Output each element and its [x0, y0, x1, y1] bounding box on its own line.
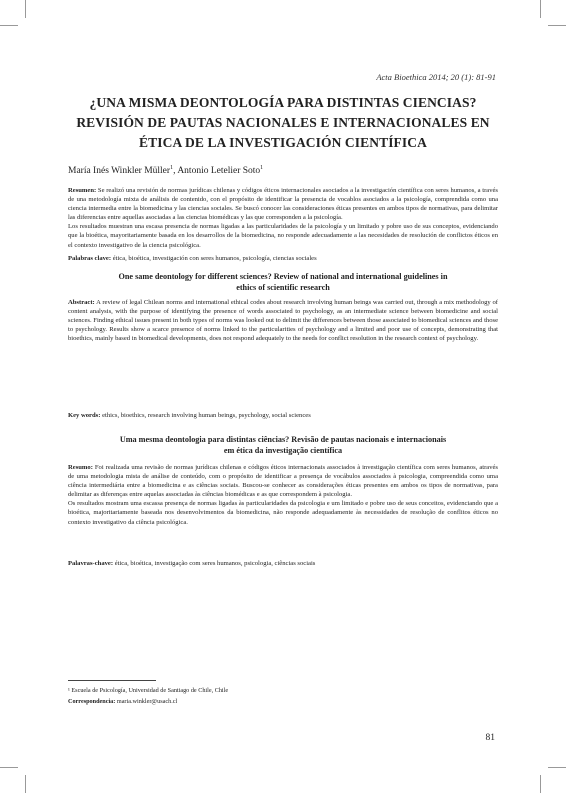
title-line: ¿UNA MISMA DEONTOLOGÍA PARA DISTINTAS CIENCIAS? [89, 95, 477, 110]
abstract-paragraph [68, 186, 498, 222]
crop-mark-bottom-left-v [25, 775, 26, 793]
crop-mark-bottom-right-v [540, 775, 541, 793]
title-line: ÉTICA DE LA INVESTIGACIÓN CIENTÍFICA [139, 135, 427, 150]
keywords-label: Palavras-chave: [68, 560, 114, 567]
heading-line: em ética da investigação científica [223, 445, 343, 455]
abstract-text: A review of legal Chilean norms and international ethical codes about research involving human beings was carried out, through a mix methodology of content analysis, with the purpose of identifying the presence of words associated to psychology, as an intermediate science between biomedicine and social sciences. Finding ethical issues present in both types of norms was looked out to delimit the differences between those associated to biomedical sciences and those to psychology. Results show a scarce presence of norms linked to the particularities of psychology and a limited and poor use of concepts, demonstrating that bioethics, mainly based in biomedical developments, does not respond adequately to the needs for conflict resolution in the research context of psychology. [68, 299, 498, 343]
author-list [68, 165, 263, 176]
abstract-paragraph [68, 463, 498, 499]
author-separator: , [173, 166, 178, 177]
page-number: 81 [485, 733, 495, 743]
crop-mark-top-left-v [25, 0, 26, 18]
title-line: REVISIÓN DE PAUTAS NACIONALES E INTERNACIONALES EN [76, 115, 490, 130]
abstract-paragraph: Os resultados mostram uma escassa presença de normas ligadas às particularidades da psicologia e um limitado e pobre uso de seus conceitos, evidenciando que a bioética, majoritariamente baseada nos desenvolvimentos da biomedicina, não responde adequadamente às necessidades de resolução de conflitos éticos no contexto investigativo da ciência psicológica. [68, 500, 498, 526]
footnote-divider [68, 680, 156, 681]
author-affiliation-mark: 1 [170, 165, 174, 171]
crop-mark-top-left-h [0, 25, 18, 26]
correspondence-email[interactable]: maria.winkler@usach.cl [115, 698, 178, 705]
keywords-text: ética, bioética, investigación con seres humanos, psicología, ciencias sociales [111, 255, 317, 262]
keywords-english [68, 411, 498, 420]
author-affiliation-mark: 1 [260, 165, 264, 171]
journal-reference: Acta Bioethica 2014; 20 (1): 81-91 [376, 72, 496, 82]
abstract-label: Resumen: [68, 187, 97, 194]
crop-mark-bottom-right-h [548, 767, 566, 768]
abstract-text: Se realizó una revisión de normas jurídicas chilenas y códigos éticos internacionales asociados a la investigación científica con seres humanos, a través de una metodología mixta de análisis de contenido, con el propósito de identificar la presencia de vocablos asociados a la psicología, comprendida como una ciencia intermedia entre la biomedicina y las ciencias sociales. Se buscó conocer las consideraciones éticas presentes en ambos tipos de normativas, para delimitar las diferencias entre aquellas asociadas a las ciencias biomédicas y las que corresponden a la psicología. [68, 187, 498, 222]
keywords-label: Palabras clave: [68, 255, 112, 262]
crop-mark-top-right-v [540, 0, 541, 18]
abstract-label: Resumo: [68, 464, 93, 471]
author-name: Antonio Letelier Soto [177, 166, 261, 177]
abstract-label: Abstract: [68, 299, 95, 306]
heading-line: ethics of scientific research [236, 282, 330, 292]
correspondence-label: Correspondencia: [68, 698, 116, 705]
footnote-correspondence [68, 697, 177, 706]
abstract-paragraph: Los resultados muestran una escasa presencia de normas ligadas a las particularidades de la psicología y un limitado y pobre uso de sus conceptos, evidenciando que la bioética, mayoritariamente basada en los desarrollos de la biomedicina, no responde adecuadamente a las necesidades de resolución de conflictos éticos en el contexto investigativo de la ciencia psicológica. [68, 223, 498, 249]
heading-line: One same deontology for different sciences? Review of national and international guidelines in [118, 272, 448, 281]
keywords-text: ética, bioética, investigação com seres humanos, psicologia, ciências sociais [113, 560, 316, 567]
keywords-spanish [68, 254, 498, 263]
author-name: María Inés Winkler Müller [68, 166, 171, 177]
english-title [68, 272, 498, 293]
keywords-text: ethics, bioethics, research involving human beings, psychology, social sciences [100, 412, 311, 419]
abstract-spanish [68, 186, 498, 250]
heading-line: Uma mesma deontologia para distintas ciências? Revisão de pautas nacionais e internacionais [119, 435, 447, 444]
keywords-portuguese [68, 559, 498, 568]
abstract-text: Foi realizada uma revisão de normas jurídicas chilenas e códigos éticos internacionais associados à investigação científica com seres humanos, através de uma metodologia mista de análise de conteúdo, com o propósito de identificar a presença de vocábulos associados à psicologia, compreendida como uma ciência intermediária entre a biomedicina e as ciências sociais. Buscou-se conhecer as considerações éticas presentes em ambos os tipos de normativas, para delimitar as diferenças entre aquelas associadas às ciências biomédicas e as que correspondem à psicologia. [68, 464, 498, 499]
article-title [60, 93, 506, 153]
footnote-affiliation: ¹ Escuela de Psicología, Universidad de Santiago de Chile, Chile [68, 687, 229, 694]
abstract-paragraph [68, 298, 498, 343]
portuguese-title [68, 435, 498, 456]
crop-mark-bottom-left-h [0, 767, 18, 768]
abstract-english [68, 298, 498, 343]
keywords-label: Key words: [68, 412, 101, 419]
abstract-portuguese [68, 463, 498, 527]
crop-mark-top-right-h [548, 25, 566, 26]
